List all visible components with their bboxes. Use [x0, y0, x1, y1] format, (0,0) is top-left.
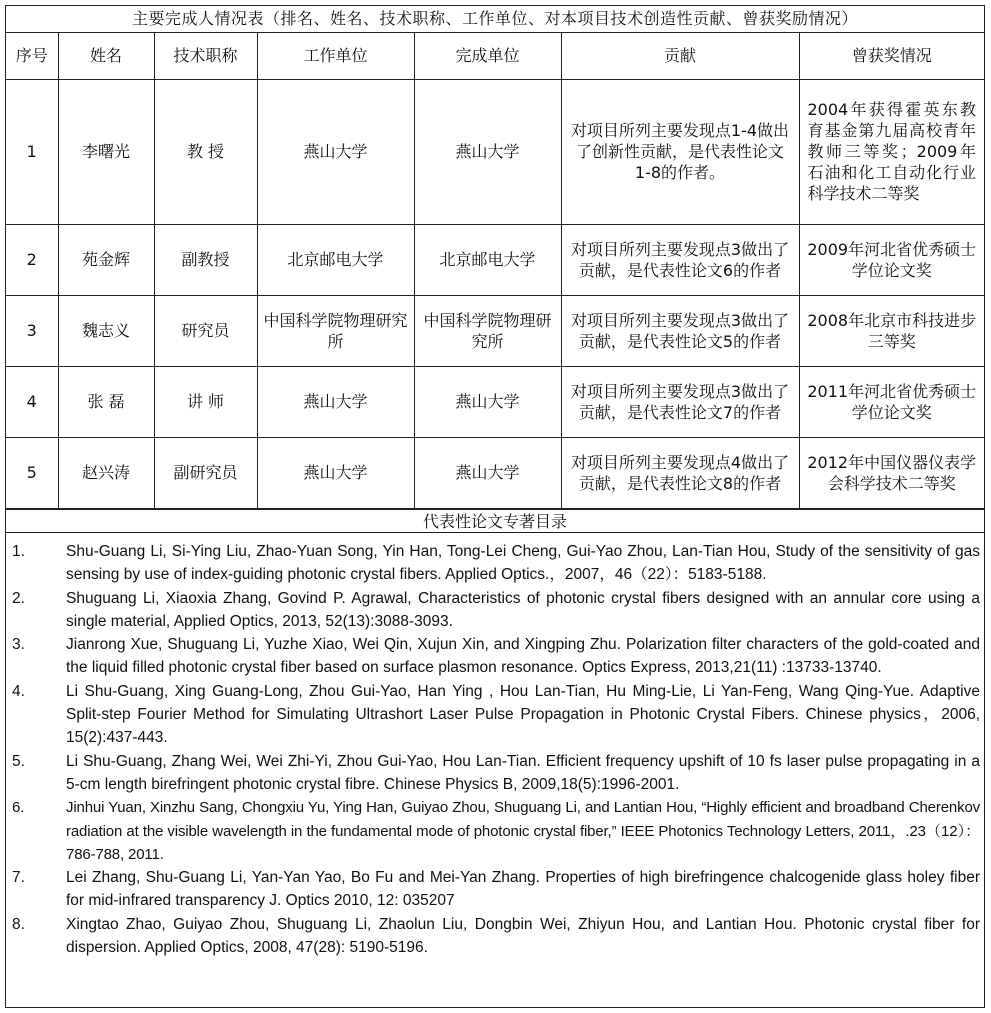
header-title: 技术职称: [154, 32, 257, 79]
row-no: 1: [6, 79, 58, 224]
list-item: [6, 587, 984, 634]
list-item: [6, 913, 984, 960]
publications-list: [6, 540, 984, 959]
header-contribution: 贡献: [561, 32, 799, 79]
row-contribution: 对项目所列主要发现点4做出了贡献，是代表性论文8的作者: [561, 437, 799, 508]
publication-number: 3.: [12, 636, 25, 654]
publication-number: 6.: [12, 799, 25, 817]
row-work-unit: 北京邮电大学: [257, 224, 414, 295]
list-item: [6, 750, 984, 797]
header-work-unit: 工作单位: [257, 32, 414, 79]
publication-text: Jinhui Yuan, Xinzhu Sang, Chongxiu Yu, Ying Han, Guiyao Zhou, Shuguang Li, and Lantian Hou, “Highly efficient and broadband Cherenkov radiation at the visible wavelength in the fundamental mode of photonic crystal fiber,” IEEE Photonics Technology Letters, 2011，.23（12）：786-788, 2011.: [66, 799, 980, 863]
row-awards: 2011年河北省优秀硕士学位论文奖: [799, 366, 984, 437]
row-name: 苑金辉: [58, 224, 154, 295]
row-name: 张 磊: [58, 366, 154, 437]
table-row: [6, 224, 984, 295]
publication-number: 1.: [12, 543, 25, 560]
publication-text: Lei Zhang, Shu-Guang Li, Yan-Yan Yao, Bo Fu and Mei-Yan Zhang. Properties of high birefringence chalcogenide glass holey fiber for mid-infrared transparency J. Optics 2010, 12: 035207: [66, 869, 980, 910]
publication-number: 8.: [12, 915, 25, 933]
list-item: [6, 680, 984, 750]
publication-text: Shu-Guang Li, Si-Ying Liu, Zhao-Yuan Song, Yin Han, Tong-Lei Cheng, Gui-Yao Zhou, Lan-Tian Hou, Study of the sensitivity of gas sensing by use of index-guiding photonic crystal fibers. Applied Optics.，2007，46（22）：5183-5188.: [66, 543, 980, 584]
header-awards: 曾获奖情况: [799, 32, 984, 79]
publication-text: Shuguang Li, Xiaoxia Zhang, Govind P. Agrawal, Characteristics of photonic crystal fibers designed with an annular core using a single material, Applied Optics, 2013, 52(13):3088-3093.: [66, 589, 980, 630]
header-name: 姓名: [58, 32, 154, 79]
list-item: [6, 796, 984, 866]
row-title: 副教授: [154, 224, 257, 295]
document-page: [5, 5, 985, 1008]
row-no: 4: [6, 366, 58, 437]
publication-text: Xingtao Zhao, Guiyao Zhou, Shuguang Li, Zhaolun Liu, Dongbin Wei, Zhiyun Hou, and Lantian Hou. Photonic crystal fiber for dispersion. Applied Optics, 2008, 47(28): 5190-5196.: [66, 915, 980, 957]
row-awards: 2009年河北省优秀硕士学位论文奖: [799, 224, 984, 295]
row-work-unit: 燕山大学: [257, 366, 414, 437]
row-contribution: 对项目所列主要发现点3做出了贡献，是代表性论文5的作者: [561, 295, 799, 366]
row-title: 教 授: [154, 79, 257, 224]
table-row: [6, 437, 984, 508]
row-no: 5: [6, 437, 58, 508]
table-row: [6, 366, 984, 437]
list-item: [6, 633, 984, 680]
row-work-unit: 中国科学院物理研究所: [257, 295, 414, 366]
row-completion-unit: 燕山大学: [414, 366, 561, 437]
row-completion-unit: 燕山大学: [414, 79, 561, 224]
publication-number: 2.: [12, 589, 25, 607]
row-contribution: 对项目所列主要发现点1-4做出了创新性贡献，是代表性论文1-8的作者。: [561, 79, 799, 224]
list-item: [6, 866, 984, 913]
row-awards: 2008年北京市科技进步三等奖: [799, 295, 984, 366]
row-completion-unit: 中国科学院物理研究所: [414, 295, 561, 366]
row-no: 3: [6, 295, 58, 366]
publication-text: Li Shu-Guang, Zhang Wei, Wei Zhi-Yi, Zhou Gui-Yao, Hou Lan-Tian. Efficient frequency upshift of 10 fs laser pulse propagating in a 5-cm length birefringent photonic crystal fibre. Chinese Physics B, 2009,18(5):1996-2001.: [66, 752, 980, 793]
header-completion-unit: 完成单位: [414, 32, 561, 79]
row-name: 魏志义: [58, 295, 154, 366]
table-row: [6, 295, 984, 366]
header-no: 序号: [6, 32, 58, 79]
persons-table: [6, 6, 984, 509]
row-completion-unit: 北京邮电大学: [414, 224, 561, 295]
row-contribution: 对项目所列主要发现点3做出了贡献，是代表性论文7的作者: [561, 366, 799, 437]
row-awards: 2004年获得霍英东教育基金第九届高校青年教师三等奖；2009年石油和化工自动化行业科学技术二等奖: [799, 79, 984, 224]
row-no: 2: [6, 224, 58, 295]
list-item: [6, 540, 984, 587]
publication-number: 7.: [12, 869, 25, 887]
row-awards: 2012年中国仪器仪表学会科学技术二等奖: [799, 437, 984, 508]
publication-number: 4.: [12, 682, 25, 700]
header-row: [6, 32, 984, 79]
row-title: 副研究员: [154, 437, 257, 508]
row-completion-unit: 燕山大学: [414, 437, 561, 508]
row-title: 研究员: [154, 295, 257, 366]
publications-title: 代表性论文专著目录: [6, 509, 984, 533]
table-title-row: [6, 6, 984, 32]
row-work-unit: 燕山大学: [257, 437, 414, 508]
publication-text: Li Shu-Guang, Xing Guang-Long, Zhou Gui-Yao, Han Ying , Hou Lan-Tian, Hu Ming-Lie, Li Yan-Feng, Wang Qing-Yue. Adaptive Split-step Fourier Method for Simulating Ultrashort Laser Pulse Propagation in Photonic Crystal Fibers. Chinese physics，2006, 15(2):437-443.: [66, 682, 980, 747]
row-work-unit: 燕山大学: [257, 79, 414, 224]
row-contribution: 对项目所列主要发现点3做出了贡献，是代表性论文6的作者: [561, 224, 799, 295]
publication-text: Jianrong Xue, Shuguang Li, Yuzhe Xiao, Wei Qin, Xujun Xin, and Xingping Zhu. Polarization filter characters of the gold-coated and the liquid filled photonic crystal fiber based on surface plasmon resonance. Optics Express, 2013,21(11) :13733-13740.: [66, 636, 980, 677]
table-title: 主要完成人情况表（排名、姓名、技术职称、工作单位、对本项目技术创造性贡献、曾获奖励情况）: [6, 6, 984, 32]
publication-number: 5.: [12, 752, 25, 770]
table-row: [6, 79, 984, 224]
row-name: 赵兴涛: [58, 437, 154, 508]
row-name: 李曙光: [58, 79, 154, 224]
row-title: 讲 师: [154, 366, 257, 437]
